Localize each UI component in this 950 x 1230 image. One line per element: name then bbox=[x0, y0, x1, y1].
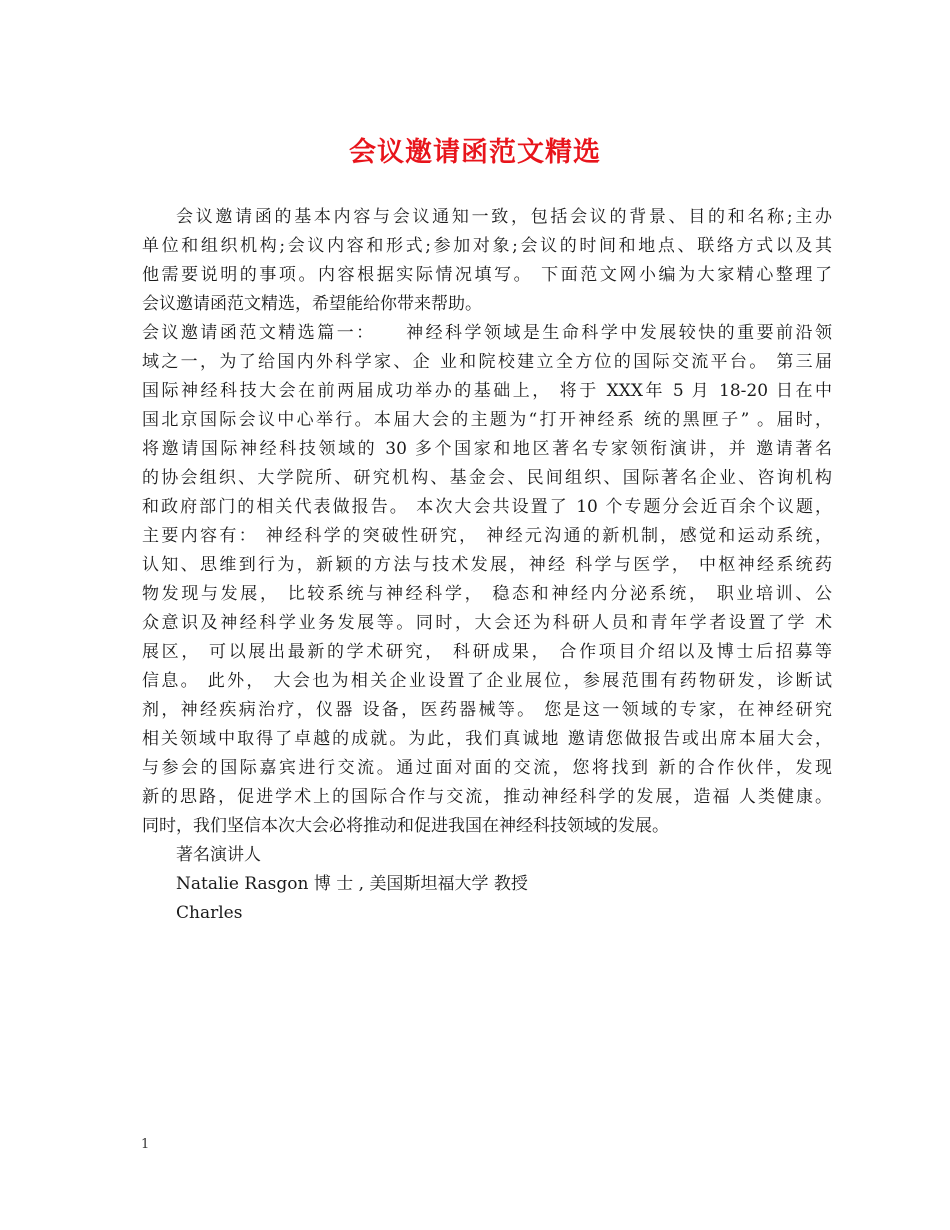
speakers-heading: 著名演讲人 bbox=[176, 845, 261, 865]
body-line: 同时，我们坚信本次大会必将推动和促进我国在神经科技领域的发展。 bbox=[142, 816, 669, 836]
document-title: 会议邀请函范文精选 bbox=[349, 137, 601, 168]
body-line: 国际神经科技大会在前两届成功举办的基础上， 将于 XXX年 5 月 18-20 日在中 bbox=[142, 381, 832, 401]
speaker-entry: Natalie Rasgon 博 士 , 美国斯坦福大学 教授 bbox=[176, 874, 528, 894]
intro-line: 会议邀请函的基本内容与会议通知一致，包括会议的背景、目的和名称;主办 bbox=[176, 207, 832, 227]
body-line: 剂，神经疾病治疗，仪器 设备，医药器械等。 您是这一领域的专家，在神经研究 bbox=[142, 700, 832, 720]
body-line: 认知、思维到行为，新颖的方法与技术发展，神经 科学与医学， 中枢神经系统药 bbox=[142, 555, 832, 575]
intro-line: 会议邀请函范文精选，希望能给你带来帮助。 bbox=[142, 294, 482, 314]
body-line: 域之一，为了给国内外科学家、企 业和院校建立全方位的国际交流平台。 第三届 bbox=[142, 352, 832, 372]
speaker-entry: Charles bbox=[176, 903, 243, 923]
body-line: 信息。 此外， 大会也为相关企业设置了企业展位，参展范围有药物研发，诊断试 bbox=[142, 671, 832, 691]
body-line: 和政府部门的相关代表做报告。 本次大会共设置了 10 个专题分会近百余个议题， bbox=[142, 497, 832, 517]
body-line: 与参会的国际嘉宾进行交流。通过面对面的交流，您将找到 新的合作伙伴，发现 bbox=[142, 758, 832, 778]
body-line: 相关领域中取得了卓越的成就。为此，我们真诚地 邀请您做报告或出席本届大会， bbox=[142, 729, 832, 749]
body-line: 的协会组织、大学院所、研究机构、基金会、民间组织、国际著名企业、咨询机构 bbox=[142, 468, 832, 488]
body-line: 将邀请国际神经科技领域的 30 多个国家和地区著名专家领衔演讲，并 邀请著名 bbox=[142, 439, 832, 459]
page-number: 1 bbox=[141, 1137, 150, 1152]
body-line: 展区， 可以展出最新的学术研究， 科研成果， 合作项目介绍以及博士后招募等 bbox=[142, 642, 832, 662]
body-line: 众意识及神经科学业务发展等。同时，大会还为科研人员和青年学者设置了学 术 bbox=[142, 613, 832, 633]
body-line: 新的思路，促进学术上的国际合作与交流，推动神经科学的发展，造福 人类健康。 bbox=[142, 787, 832, 807]
body-line: 主要内容有： 神经科学的突破性研究， 神经元沟通的新机制，感觉和运动系统， bbox=[142, 526, 832, 546]
body-line: 国北京国际会议中心举行。本届大会的主题为“打开神经系 统的黑匣子” 。届时， bbox=[142, 410, 832, 430]
intro-line: 单位和组织机构;会议内容和形式;参加对象;会议的时间和地点、联络方式以及其 bbox=[142, 236, 832, 256]
intro-line: 他需要说明的事项。内容根据实际情况填写。 下面范文网小编为大家精心整理了 bbox=[142, 265, 832, 285]
body-line: 会议邀请函范文精选篇一： 神经科学领域是生命科学中发展较快的重要前沿领 bbox=[142, 323, 832, 343]
body-line: 物发现与发展， 比较系统与神经科学， 稳态和神经内分泌系统， 职业培训、公 bbox=[142, 584, 832, 604]
document-body bbox=[142, 203, 832, 928]
